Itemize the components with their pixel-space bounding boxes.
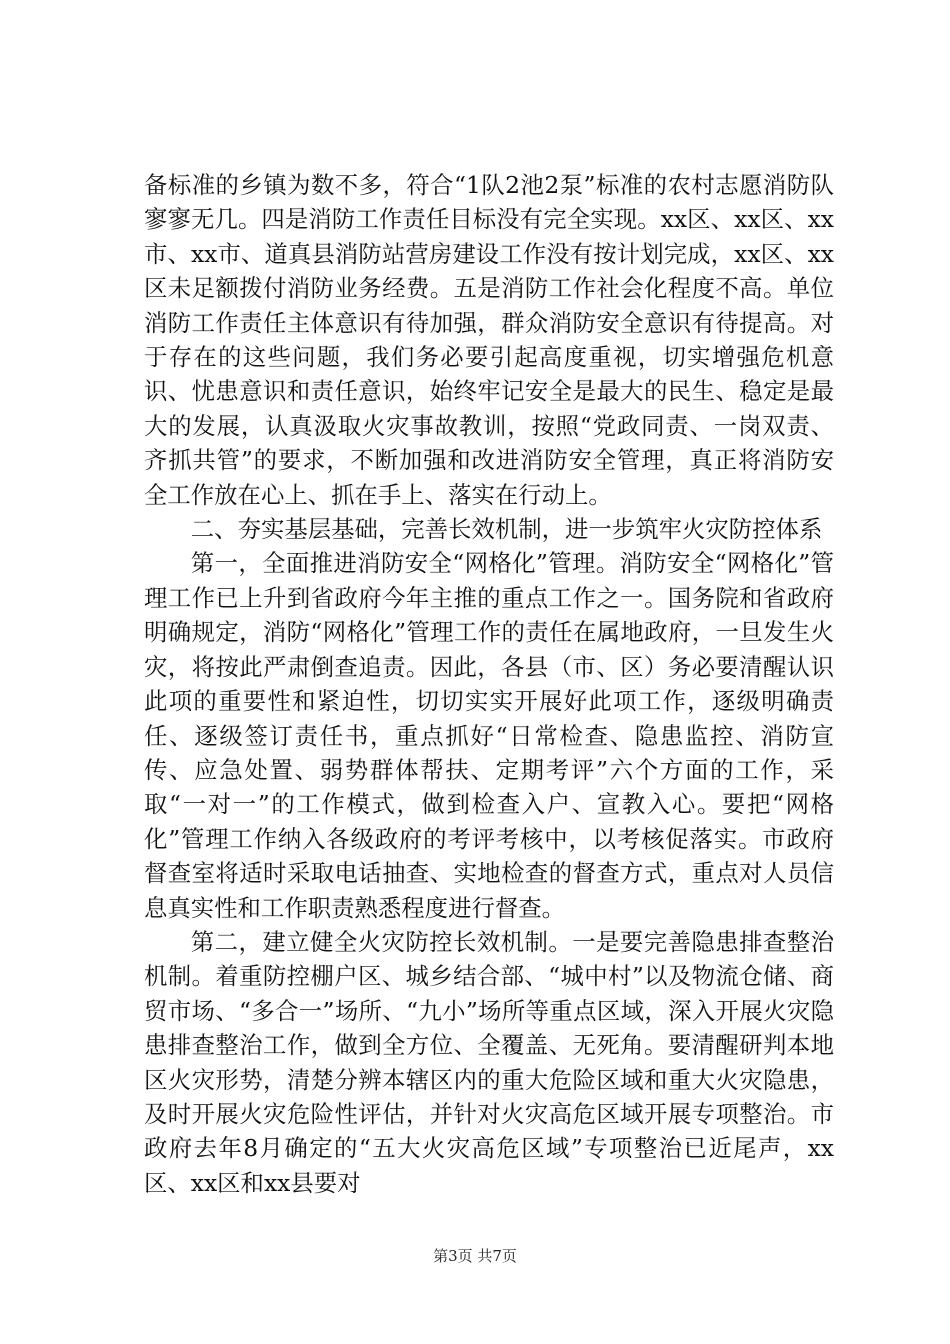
page-number-footer: 第3页 共7页 — [433, 1247, 517, 1265]
paragraph-1: 备标准的乡镇为数不多，符合“1队2池2泵”标准的农村志愿消防队寥寥无几。四是消防工作责任目标没有完全实现。xx区、xx区、xx市、xx市、道真县消防站营房建设工作没有按计划完成，xx区、xx区未足额拨付消防业务经费。五是消防工作社会化程度不高。单位消防工作责任主体意识有待加强，群众消防安全意识有待提高。对于存在的这些问题，我们务必要引起高度重视，切实增强危机意识、忧患意识和责任意识，始终牢记安全是最大的民生、稳定是最大的发展，认真汲取火灾事故教训，按照“党政同责、一岗双责、齐抓共管”的要求，不断加强和改进消防安全管理，真正将消防安全工作放在心上、抓在手上、落实在行动上。 — [144, 171, 834, 509]
paragraph-3: 第一，全面推进消防安全“网格化”管理。消防安全“网格化”管理工作已上升到省政府今年主推的重点工作之一。国务院和省政府明确规定，消防“网格化”管理工作的责任在属地政府，一旦发生火灾，将按此严肃倒查追责。因此，各县（市、区）务必要清醒认识此项的重要性和紧迫性，切切实实开展好此项工作，逐级明确责任、逐级签订责任书，重点抓好“日常检查、隐患监控、消防宣传、应急处置、弱势群体帮扶、定期考评”六个方面的工作，采取“一对一”的工作模式，做到检查入户、宣教入心。要把“网格化”管理工作纳入各级政府的考评考核中，以考核促落实。市政府督查室将适时采取电话抽查、实地检查的督查方式，重点对人员信息真实性和工作职责熟悉程度进行督查。 — [144, 549, 834, 922]
document-body — [144, 168, 834, 1200]
section-heading: 二、夯实基层基础，完善长效机制，进一步筑牢火灾防控体系 — [190, 515, 823, 544]
paragraph-4: 第二，建立健全火灾防控长效机制。一是要完善隐患排查整治机制。着重防控棚户区、城乡结合部、“城中村”以及物流仓储、商贸市场、“多合一”场所、“九小”场所等重点区域，深入开展火灾隐患排查整治工作，做到全方位、全覆盖、无死角。要清醒研判本地区火灾形势，清楚分辨本辖区内的重大危险区域和重大火灾隐患，及时开展火灾危险性评估，并针对火灾高危区域开展专项整治。市政府去年8月确定的“五大火灾高危区域”专项整治已近尾声，xx区、xx区和xx县要对 — [144, 927, 834, 1197]
